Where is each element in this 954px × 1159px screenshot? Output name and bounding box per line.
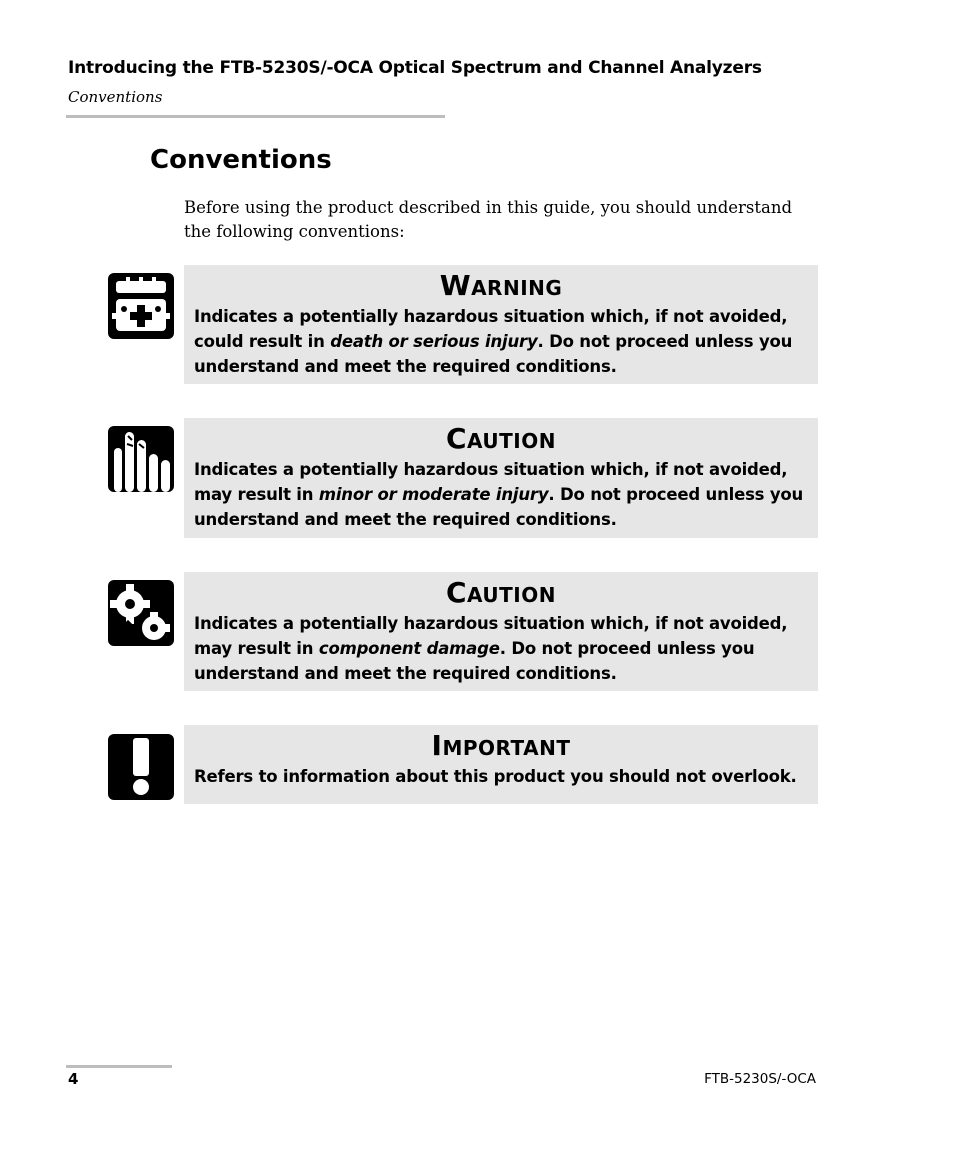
broken-gear-icon (106, 578, 176, 648)
page-number: 4 (68, 1070, 79, 1088)
intro-paragraph: Before using the product described in this guide, you should understand the following conventions: (184, 198, 793, 241)
running-header-title: Introducing the FTB-5230S/-OCA Optical Spectrum and Channel Analyzers (68, 58, 762, 78)
warning-box (184, 265, 818, 384)
caution-injury-box (184, 418, 818, 538)
footer-product-name: FTB-5230S/-OCA (704, 1071, 816, 1087)
footer-rule (66, 1065, 172, 1068)
header-rule (66, 115, 445, 118)
caution-damage-title: Caution (446, 576, 556, 609)
caution-damage-text: Indicates a potentially hazardous situation which, if not avoided, may result in component damage. Do not proceed unless you understand and meet the required conditions. (194, 614, 788, 683)
important-box (184, 725, 818, 804)
section-title: Conventions (150, 145, 332, 175)
running-header-subtitle: Conventions (68, 88, 163, 106)
exclamation-icon (106, 732, 176, 802)
injured-hand-icon (106, 424, 176, 494)
caution-injury-text: Indicates a potentially hazardous situation which, if not avoided, may result in minor or moderate injury. Do not proceed unless you understand and meet the required conditions. (194, 460, 804, 529)
ambulance-icon (106, 271, 176, 341)
warning-title: Warning (439, 269, 563, 302)
caution-injury-title: Caution (446, 422, 556, 455)
caution-injury-emphasis: minor or moderate injury (318, 485, 549, 504)
caution-damage-emphasis: component damage (318, 639, 500, 658)
important-text: Refers to information about this product you should not overlook. (194, 767, 797, 786)
warning-emphasis: death or serious injury (330, 332, 538, 351)
caution-damage-box (184, 572, 818, 691)
important-title: Important (431, 729, 571, 762)
warning-text: Indicates a potentially hazardous situation which, if not avoided, could result in death or serious injury. Do not proceed unless you understand and meet the required conditions. (194, 307, 793, 376)
